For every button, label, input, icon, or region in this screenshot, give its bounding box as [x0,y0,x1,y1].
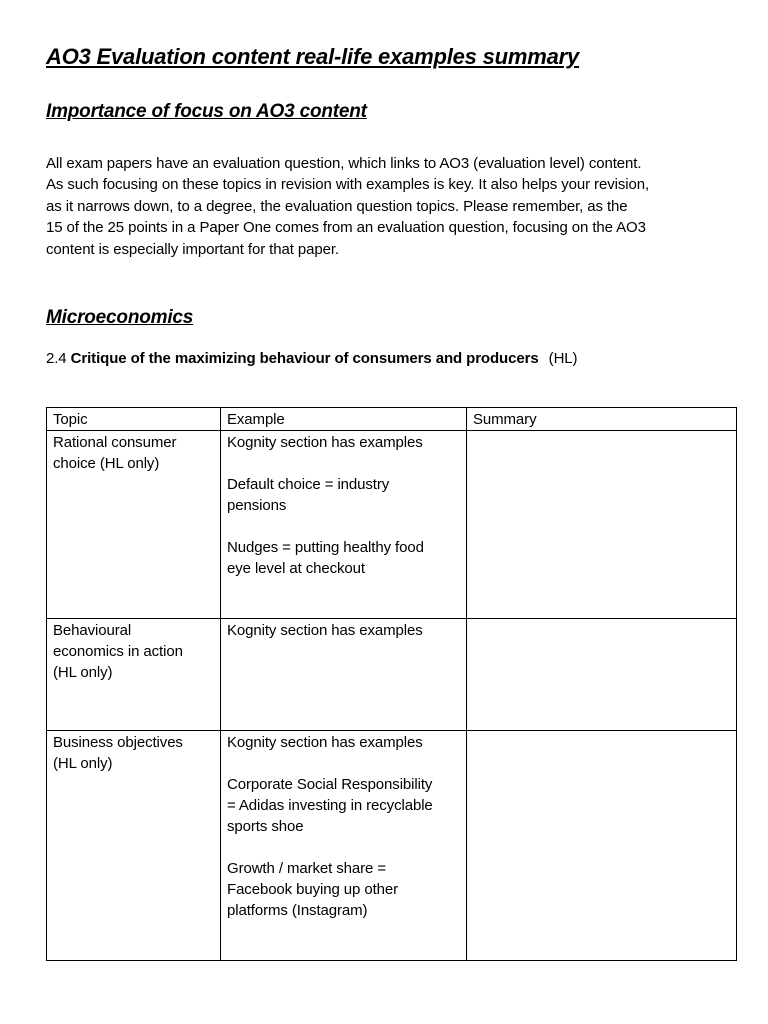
header-example: Example [221,408,467,431]
topic-line: Business objectives [53,734,183,751]
example-line: Kognity section has examples [227,434,423,451]
sub-heading-number: 2.4 [46,350,67,367]
example-line: Nudges = putting healthy food [227,539,424,556]
example-line: pensions [227,497,287,514]
section-heading: Microeconomics [46,307,194,328]
summary-cell [467,619,737,731]
topic-line: choice (HL only) [53,455,160,472]
summary-cell [467,431,737,619]
example-paragraph [227,858,460,921]
summary-cell [467,731,737,961]
example-paragraph [227,537,460,579]
sub-heading-level: (HL) [548,350,578,367]
intro-line: content is especially important for that paper. [46,240,339,258]
example-paragraph [227,432,460,453]
document-title: AO3 Evaluation content real-life examples summary [46,44,580,69]
intro-paragraph [46,153,736,260]
header-summary: Summary [467,408,737,431]
example-line: platforms (Instagram) [227,902,368,919]
sub-heading [46,350,577,367]
example-line: Corporate Social Responsibility [227,776,433,793]
topic-line: economics in action [53,643,183,660]
example-cell [221,731,467,961]
topic-line: (HL only) [53,755,113,772]
sub-heading-title: Critique of the maximizing behaviour of consumers and producers [70,350,539,367]
example-line: Growth / market share = [227,860,387,877]
example-line: eye level at checkout [227,560,365,577]
example-line: Default choice = industry [227,476,390,493]
example-line: sports shoe [227,818,304,835]
table-row [47,731,737,961]
topic-line: Rational consumer [53,434,177,451]
topic-cell [47,619,221,731]
topic-line: (HL only) [53,664,113,681]
intro-line: as it narrows down, to a degree, the evaluation question topics. Please remember, as the [46,197,628,215]
topic-line: Behavioural [53,622,132,639]
example-line: Kognity section has examples [227,734,423,751]
example-paragraph [227,620,460,641]
table-row [47,431,737,619]
example-line: Facebook buying up other [227,881,399,898]
example-paragraph [227,732,460,753]
example-cell [221,431,467,619]
table-row [47,619,737,731]
table-header-row [47,408,737,431]
intro-line: As such focusing on these topics in revision with examples is key. It also helps your revision, [46,176,650,194]
example-line: = Adidas investing in recyclable [227,797,433,814]
header-topic: Topic [47,408,221,431]
intro-line: 15 of the 25 points in a Paper One comes from an evaluation question, focusing on the AO3 [46,219,646,237]
document-subtitle: Importance of focus on AO3 content [46,101,367,122]
topics-table [46,407,737,961]
example-line: Kognity section has examples [227,622,423,639]
topic-cell [47,731,221,961]
example-paragraph [227,474,460,516]
example-cell [221,619,467,731]
topic-cell [47,431,221,619]
intro-line: All exam papers have an evaluation question, which links to AO3 (evaluation level) content. [46,155,642,172]
example-paragraph [227,774,460,837]
